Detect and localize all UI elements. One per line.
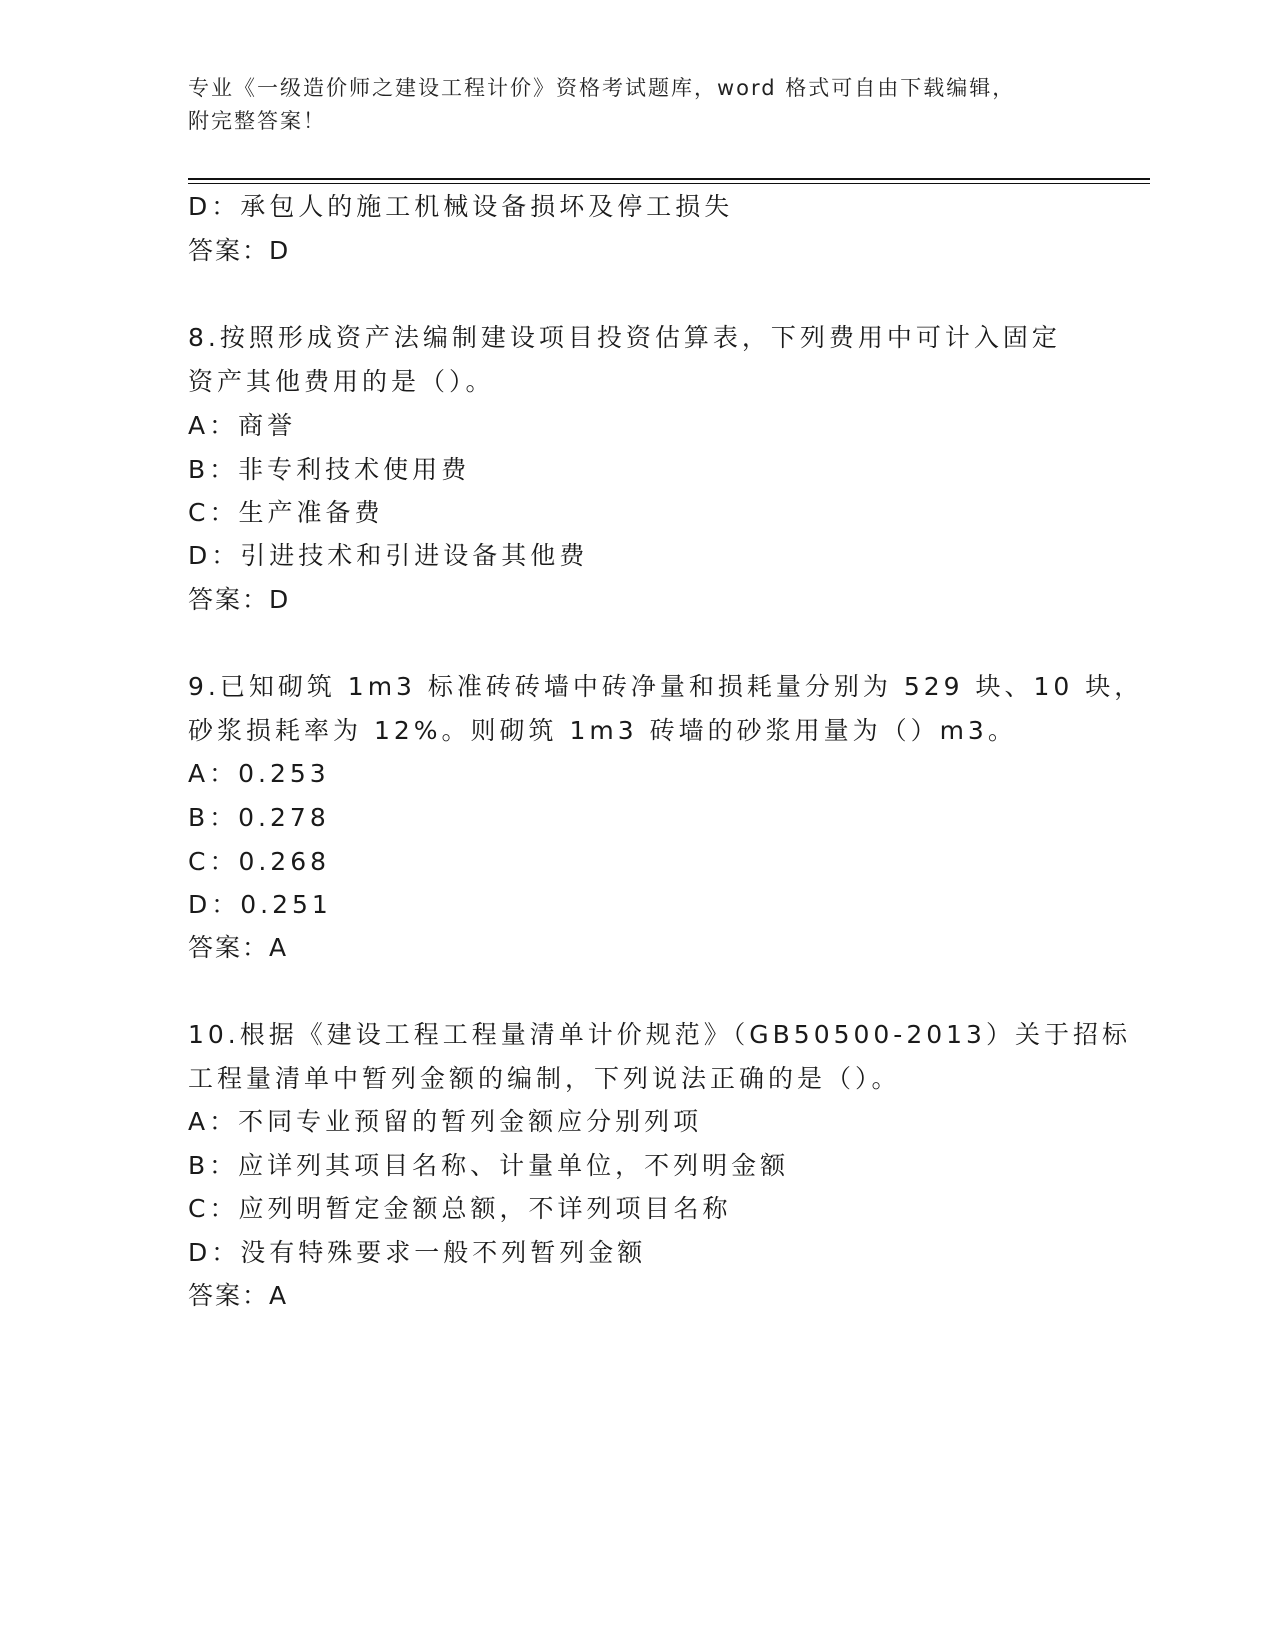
header-line-1: 专业《一级造价师之建设工程计价》资格考试题库，word 格式可自由下载编辑， bbox=[188, 76, 1016, 100]
question-9-option-d: D：0.251 bbox=[188, 890, 332, 919]
question-9-option-a: A：0.253 bbox=[188, 759, 330, 788]
question-10-option-a: A：不同专业预留的暂列金额应分别列项 bbox=[188, 1107, 703, 1136]
question-8-option-b: B：非专利技术使用费 bbox=[188, 455, 471, 484]
question-8-option-c: C：生产准备费 bbox=[188, 498, 384, 527]
document-header bbox=[188, 72, 1068, 138]
question-9-option-b: B：0.278 bbox=[188, 803, 330, 832]
question-8-stem-line-1: 8.按照形成资产法编制建设项目投资估算表，下列费用中可计入固定 bbox=[188, 323, 1061, 352]
question-8-option-d: D：引进技术和引进设备其他费 bbox=[188, 541, 589, 570]
question-10-option-d: D：没有特殊要求一般不列暂列金额 bbox=[188, 1238, 647, 1267]
header-divider-thin bbox=[188, 183, 1150, 184]
question-9-stem-line-2: 砂浆损耗率为 12%。则砌筑 1m3 砖墙的砂浆用量为（）m3。 bbox=[188, 716, 1017, 745]
question-10-option-c: C：应列明暂定金额总额，不详列项目名称 bbox=[188, 1194, 732, 1223]
answer-line: 答案：D bbox=[188, 236, 291, 265]
header-line-2: 附完整答案！ bbox=[188, 109, 326, 133]
question-10-answer: 答案：A bbox=[188, 1281, 289, 1310]
option-d: D：承包人的施工机械设备损坏及停工损失 bbox=[188, 192, 734, 221]
question-8-answer: 答案：D bbox=[188, 585, 291, 614]
question-8-stem-line-2: 资产其他费用的是（）。 bbox=[188, 367, 495, 396]
question-9-option-c: C：0.268 bbox=[188, 847, 331, 876]
header-divider-thick bbox=[188, 178, 1150, 180]
question-9-answer: 答案：A bbox=[188, 933, 289, 962]
question-9-stem-line-1: 9.已知砌筑 1m3 标准砖砖墙中砖净量和损耗量分别为 529 块、10 块， bbox=[188, 672, 1144, 701]
question-10-stem-line-2: 工程量清单中暂列金额的编制，下列说法正确的是（）。 bbox=[188, 1064, 901, 1093]
question-10-option-b: B：应详列其项目名称、计量单位，不列明金额 bbox=[188, 1151, 790, 1180]
question-8-option-a: A：商誉 bbox=[188, 411, 297, 440]
question-10-stem-line-1: 10.根据《建设工程工程量清单计价规范》（GB50500-2013）关于招标 bbox=[188, 1020, 1131, 1049]
